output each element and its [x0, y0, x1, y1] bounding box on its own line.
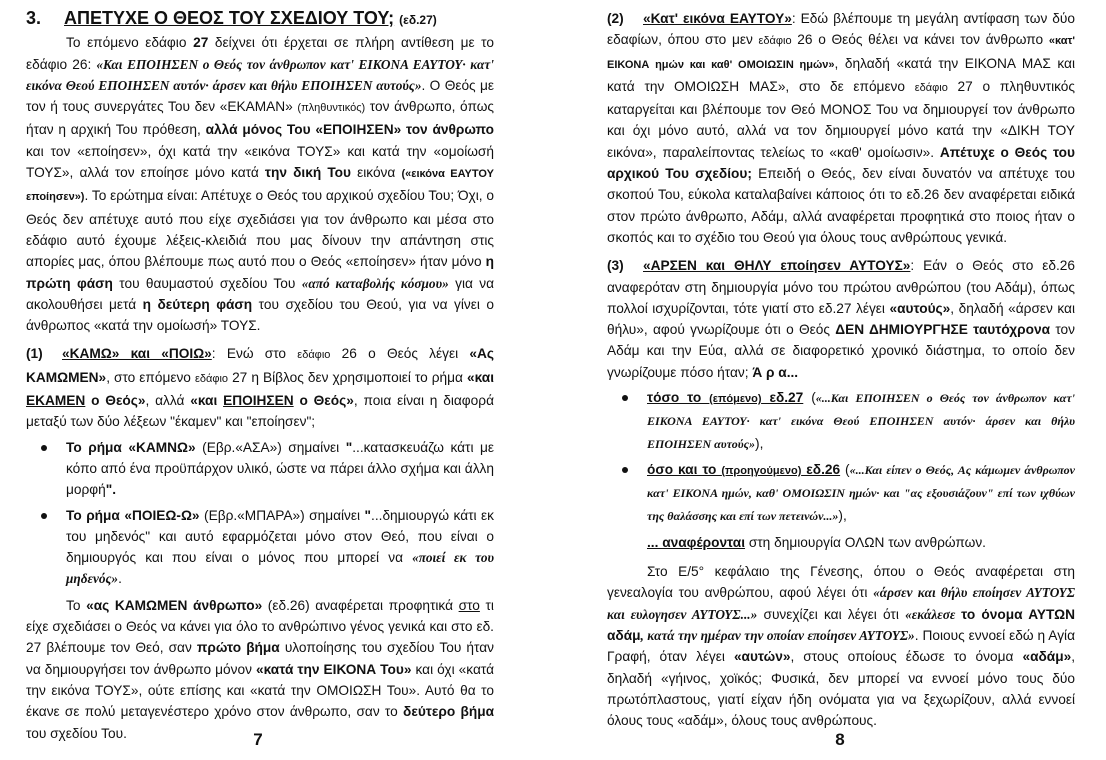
paragraph-conclusion: Το «ας ΚΑΜΩΜΕΝ άνθρωπο» (εδ.26) αναφέρεται προφητικά στο τι είχε σχεδιάσει ο Θεός να κάνει για όλο το ανθρώπινο γένος γενικά και στο εδ. 27 βλέπουμε τον Θεό, σαν πρώτο βήμα υλοποίησης του σχεδίου Του ήταν να δημιουργήσει τον άνθρωπο μόνον «κατά την ΕΙΚΟΝΑ Του» και όχι «κατά την εικόνα ΤΟΥΣ», ούτε επίσης και «κατά την ΟΜΟΙΩΣΗ Του». Αυτό θα το έκανε σε πολύ μεταγενέστερο χρόνο στον άνθρωπο, σαν το δεύτερο βήμα του σχεδίου Του. [26, 597, 494, 741]
subsection-number: (3) [607, 258, 624, 274]
subsection-heading: «ΑΡΣΕΝ και ΘΗΛΥ εποίησεν ΑΥΤΟΥΣ» [643, 258, 911, 274]
list-item: τόσο το (επόμενο) εδ.27 («...Και ΕΠΟΙΗΣΕΝ ο Θεός τον άνθρωπον κατ' ΕΙΚΟΝΑ ΕΑΥΤΟΥ· κατ' εικόνα Θεού ΕΠΟΙΗΣΕΝ αυτόν· άρσεν και θήλυ ΕΠΟΙΗΣΕΝ αυτούς»), [607, 387, 1075, 455]
subsection-1: (1) «ΚΑΜΩ» και «ΠΟΙΩ»: Ενώ στο εδάφιο 26 ο Θεός λέγει «Ας ΚΑΜΩΜΕΝ», στο επόμενο εδάφιο 27 η Βίβλος δεν χρησιμοποιεί το ρήμα «και ΕΚΑΜΕΝ ο Θεός», αλλά «και ΕΠΟΙΗΣΕΝ ο Θεός», ποια είναι η διαφορά μεταξύ των δύο λέξεων "έκαμεν" και "εποίησεν"; [26, 343, 494, 432]
page-right [607, 8, 1076, 729]
subsection-heading: «Κατ' εικόνα ΕΑΥΤΟΥ» [643, 11, 792, 26]
subsection-heading: «ΚΑΜΩ» και «ΠΟΙΩ» [62, 346, 212, 362]
page-left [26, 8, 495, 741]
section-number: 3. [26, 8, 42, 28]
reference-list [607, 387, 1075, 527]
page-number: 7 [253, 730, 263, 749]
section-title-text: ΑΠΕΤΥΧΕ Ο ΘΕΟΣ ΤΟΥ ΣΧΕΔΙΟΥ ΤΟΥ; [64, 8, 395, 28]
subsection-3: (3) «ΑΡΣΕΝ και ΘΗΛΥ εποίησεν ΑΥΤΟΥΣ»: Εάν ο Θεός στο εδ.26 αναφερόταν στη δημιουργία μόνο του πρώτου ανθρώπου (του Αδάμ), όπως πολλοί ισχυρίζονται, τότε γιατί στο εδ.27 λέγει «αυτούς», δηλαδή «άρσεν και θήλυ», αφού γνωρίζουμε ότι ο Θεός ΔΕΝ ΔΗΜΙΟΥΡΓΗΣΕ ταυτόχρονα τον Αδάμ και την Εύα, αλλά σε διαφορετικό χρονικό διάστημα, το οποίο δεν γνωρίζουμε πόσο ήταν; Ά ρ α... [607, 255, 1075, 383]
list-item: Το ρήμα «ΚΑΜΝΩ» (Εβρ.«ΑΣΑ») σημαίνει "...κατασκευάζω κάτι με κόπο από ένα προϋπάρχον υλικό, ώστε να πάρει άλλο σχήμα και άλλη μορφή". [26, 437, 494, 501]
paragraph-intro: Το επόμενο εδάφιο 27 δείχνει ότι έρχεται σε πλήρη αντίθεση με το εδάφιο 26: «Και ΕΠΟΙΗΣΕΝ ο Θεός τον άνθρωπον κατ' ΕΙΚΟΝΑ ΕΑΥΤΟΥ· κατ' εικόνα Θεού ΕΠΟΙΗΣΕΝ αυτόν· άρσεν και θήλυ ΕΠΟΙΗΣΕΝ αυτούς». Ο Θεός με τον ή τους συνεργάτες Του δεν «ΕΚΑΜΑΝ» (πληθυντικός) τον άνθρωπο, όπως ήταν η αρχική Του πρόθεση, αλλά μόνος Του «ΕΠΟΙΗΣΕΝ» τον άνθρωπο και τον «εποίησεν», όχι κατά την «εικόνα ΤΟΥΣ» και κατά την «ομοίωσή ΤΟΥΣ», αλλά τον εποίησε μόνο κατά την δική Του εικόνα («εικόνα ΕΑΥΤΟΥ εποίησεν»). Το ερώτημα είναι: Απέτυχε ο Θεός του αρχικού σχεδίου Του; Όχι, ο Θεός δεν απέτυχε αυτό που είχε σχεδιάσει για τον άνθρωπο και μέσα στο εδάφιο αυτό έχουμε λέξεις-κλειδιά που μας δίνουν την απάντηση στις απορίες μας, όπου βλέπουμε πως αυτό που ο Θεός «εποίησεν» ήταν μόνο η πρώτη φάση του θαυμαστού σχεδίου Του «από καταβολής κόσμου» για να ακολουθήσει μετά η δεύτερη φάση του σχεδίου του Θεού, για να γίνει ο άνθρωπος «κατά την ομοίωσή» ΤΟΥΣ. [26, 35, 495, 334]
section-title [26, 8, 494, 31]
reference-summary: ... αναφέρονται στη δημιουργία ΟΛΩΝ των ανθρώπων. [647, 534, 986, 550]
subsection-number: (1) [26, 346, 43, 362]
list-item: Το ρήμα «ΠΟΙΕΩ-Ω» (Εβρ.«ΜΠΑΡΑ») σημαίνει "...δημιουργώ κάτι εκ του μηδενός" και αυτό εφαρμόζεται μόνο στον Θεό, που είναι ο δημιουργός και που είναι ο μόνος που μπορεί να «ποιεί εκ του μηδενός». [26, 505, 494, 590]
subsection-2: (2) «Κατ' εικόνα ΕΑΥΤΟΥ»: Εδώ βλέπουμε τη μεγάλη αντίφαση των δύο εδαφίων, όπου στο μεν εδάφιο 26 ο Θεός θέλει να κάνει τον άνθρωπο «κατ' ΕΙΚΟΝΑ ημών και καθ' ΟΜΟΙΩΣΙΝ ημών», δηλαδή «κατά την ΕΙΚΟΝΑ ΜΑΣ και κατά την ΟΜΟΙΩΣΗ ΜΑΣ», στο δε επόμενο εδάφιο 27 ο πληθυντικός καταργείται και βλέπουμε τον Θεό ΜΟΝΟΣ Του να δημιουργεί τον άνθρωπο και όχι μόνο αυτό, αλλά να τον δημιουργεί μόνο κατά την «ΔΙΚΗ ΤΟΥ εικόνα», παραλείποντας τελείως το «καθ' ομοίωσιν». Απέτυχε ο Θεός του αρχικού Του σχεδίου; Επειδή ο Θεός, δεν είναι δυνατόν να απέτυχε του σκοπού Του, εύκολα καταλαβαίνει κάποιος ότι το εδ.26 δεν αναφέρεται ειδικά στον πρώτο άνθρωπο, Αδάμ, αλλά αναφέρεται προφητικά στο ποιος ήταν ο σκοπός και το σχέδιο του Θεού για όλους τους ανθρώπους γενικά. [607, 8, 1075, 248]
subsection-number: (2) [607, 11, 624, 26]
definition-list [26, 437, 494, 590]
section-ref: (εδ.27) [399, 13, 437, 27]
scripture-quote: «Και ΕΠΟΙΗΣΕΝ ο Θεός τον άνθρωπον κατ' ΕΙΚΟΝΑ ΕΑΥΤΟΥ· κατ' εικόνα Θεού ΕΠΟΙΗΣΕΝ αυτόν· άρσεν και θήλυ ΕΠΟΙΗΣΕΝ αυτούς» [26, 56, 495, 93]
page-number: 8 [835, 730, 845, 749]
list-item: όσο και το (προηγούμενο) εδ.26 («...Και είπεν ο Θεός, Ας κάμωμεν άνθρωπον κατ' ΕΙΚΟΝΑ ημών, καθ' ΟΜΟΙΩΣΙΝ ημών· και "ας εξουσιάζουν" επί των ιχθύων της θαλάσσης και επί των πετεινών...»), [607, 459, 1075, 527]
paragraph-genesis: Στο Ε/5° κεφάλαιο της Γένεσης, όπου ο Θεός αναφέρεται στη γενεαλογία του ανθρώπου, αφού λέγει ότι «άρσεν και θήλυ εποίησεν ΑΥΤΟΥΣ και ευλογησεν ΑΥΤΟΥΣ...» συνεχίζει και λέγει ότι «εκάλεσε το όνομα ΑΥΤΩΝ αδάμ, κατά την ημέραν την οποίαν εποίησεν ΑΥΤΟΥΣ». Ποιους εννοεί εδώ η Αγία Γραφή, όταν λέγει «αυτών», στους οποίους έδωσε το όνομα «αδάμ», δηλαδή «γήινος, χοϊκός; Φυσικά, δεν μπορεί να εννοεί μόνο τους δύο πρωτόπλαστους, γιατί είχαν ήδη ονόματα για να ξεχωρίζουν, αλλά εννοεί όλους τους «αδάμ», όλους τους ανθρώπους. [607, 564, 1075, 729]
